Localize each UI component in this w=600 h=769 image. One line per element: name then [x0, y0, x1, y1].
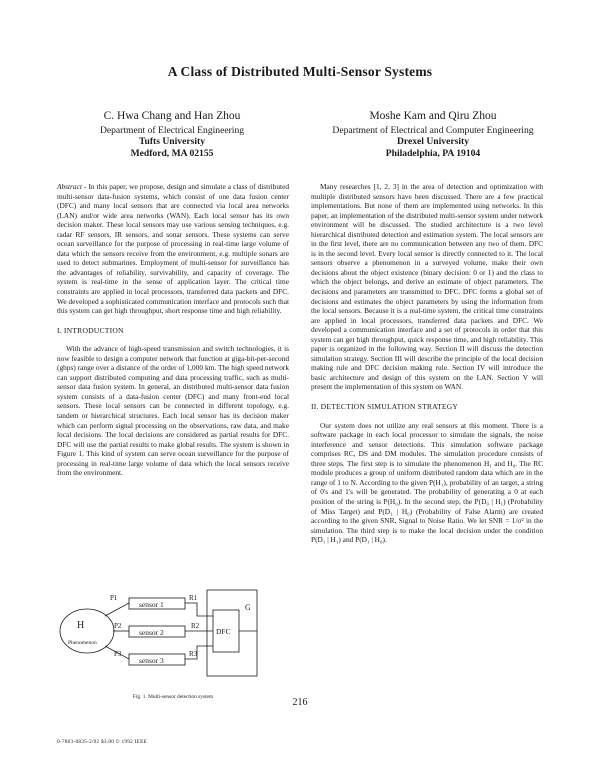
- g-label: G: [245, 603, 251, 612]
- phenomenon-label: Phenomenon: [68, 640, 97, 646]
- abstract: [57, 182, 289, 316]
- left-column: [57, 182, 289, 478]
- p1-label: P1: [110, 594, 118, 602]
- abstract-label: Abstract: [57, 182, 82, 191]
- affiliation-city-left: Medford, MA 02155: [130, 147, 214, 159]
- r1-label: R1: [189, 594, 198, 602]
- affiliation-univ-left: Tufts University: [138, 136, 205, 147]
- paper-title: A Class of Distributed Multi-Sensor Systems: [167, 64, 433, 79]
- page-number: 216: [292, 697, 308, 708]
- dfc-label: DFC: [216, 627, 231, 636]
- p3-label: P3: [114, 650, 122, 658]
- sensor-2-label: sensor 2: [139, 628, 164, 637]
- affiliation-city-right: Philadelphia, PA 19104: [385, 147, 481, 159]
- detection-simulation-paragraph: Our system does not utilize any real sensors at this moment. There is a software package in each local processor to simulate the signals, the noise interference and sensor detections. This simulation software package comprises RC, DS and DM modules. The simulation procedure consists of three steps. The first step is to simulate the phenomenon H₁ and H₀. The RC module produces a group of uniform distributed random data which are in the range of 1 to N. According to the given P(H₁), probability of an target, a string of 0's and 1's will be generated. The probability of generating a 0 at each position of the string is P(H₀). In the second step, the P(D₀ | H₁) (Probability of Miss Target) and P(D₁ | H₀) (Probability of False Alarm) are created according to the given SNR, Signal to Noise Ratio. We let SNR = 1/σ² in the simulation. The third step is to make the local decision under the condition P(D₁ | H₁) and P(D₁ | H₀).: [311, 420, 543, 545]
- section-heading-introduction: I. INTRODUCTION: [57, 325, 124, 335]
- r3-label: R3: [189, 650, 198, 658]
- affiliation-dept-right: Department of Electrical and Computer Engineering: [332, 124, 534, 136]
- figure-1-diagram: [57, 588, 289, 708]
- sensor-1-label: sensor 1: [139, 600, 164, 609]
- sensor-3-label: sensor 3: [139, 656, 164, 665]
- copyright-footer: 0-7803-0835-2/92 $3.00 © 1992 IEEE: [57, 739, 148, 745]
- author-names-right: Moshe Kam and Qiru Zhou: [369, 110, 497, 122]
- section-heading-detection-simulation: II. DETECTION SIMULATION STRATEGY: [311, 402, 459, 412]
- figure-1-caption: Fig. 1. Multi-sensor detection system: [132, 694, 214, 700]
- right-column: [311, 182, 543, 545]
- author-names-left: C. Hwa Chang and Han Zhou: [103, 110, 241, 122]
- affiliation-dept-left: Department of Electrical Engineering: [99, 124, 245, 136]
- abstract-text: - In this paper, we propose, design and simulate a class of distributed multi-sensor data-fusion systems, which consist of one data fusion center (DFC) and many local sensors that are connected via local area networks (LAN) and/or wide area networks (WAN). Each local sensor has its own decision maker. These local sensors may use various sensing techniques, e.g. radar RF sensors, IR sensors, and sonar sensors. These systems can serve ocean surveillance for the purpose of processing in real-time large volume of data which the sensors receive from the environment, e.g. multiple sonars are used to detect submarines. Employment of multi-sensor for surveillance has the advantages of reliability, survivability, and capacity of coverage. The system is real-time in the sense of application layer. The critical time constraints are applied in local processors, transferred data packets and DFC. We developed a sophisticated communication interface and protocols such that this system can get high throughput, short response time and high reliability.: [57, 182, 289, 316]
- intro-continued-paragraph: Many researches [1, 2, 3] in the area of detection and optimization with multiple distributed sensors have been discussed. There are a few practical implementations. But none of them are implemented using networks. In this paper, an implementation of the distributed multi-sensor system under network environment will be discussed. The studied architecture is a two level hierarchical distributed detection and estimation system. The local sensors are in the first level, there are no communication between any two of them. DFC is in the second level. Every local sensor is directly connected to it. The local sensors observe a phenomenon in a surveyed volume, make their own decisions about the object existence (binary decision: 0 or 1) and the class to which the object belongs, and derive an estimate of object parameters. The decisions and parameters are transmitted to DFC. DFC forms a global set of decisions and estimates the object parameters by using the information from the local sensors. Because it is a real-time system, the critical time constraints are applied in local processors, transferred data packets and DFC. We developed a communication interface and a set of protocols in order that this system can get high throughput, quick response time, and high reliability. This paper is organized in the following way. Section II will discuss the detection simulation strategy. Section III will describe the principle of the local decision making rule and DFC decision making rule. Section IV will introduce the basic architecture and design of this system on the LAN. Section V will present the implementation of this system on WAN.: [311, 182, 543, 392]
- r2-label: R2: [191, 622, 200, 630]
- affiliation-univ-right: Drexel University: [396, 136, 470, 147]
- authors-left: [72, 111, 272, 159]
- introduction-paragraph: With the advance of high-speed transmission and switch technologies, it is now feasible to design a computer network that function at giga-bit-per-second (gbps) range over a distance of the order of 1,000 km. The high speed network can support distributed computing and data processing traffic, such as multi-sensor data fusion system. In general, an distributed multi-sensor data fusion system consists of a data-fusion center (DFC) and many front-end local sensors. These local sensors can be connected in different topology, e.g. tandem or hierarchical structures. Each local sensor has its decision maker which can perform signal processing on the observations, raw data, and make local decisions. The local decisions are considered as partial results for DFC. DFC will use the partial results to make global results. The system is shown in Figure 1. This kind of system can serve ocean surveillance for the purpose of processing in real-time large volume of data which the local sensors receive from the environment.: [57, 344, 289, 478]
- authors-right: [318, 111, 548, 159]
- p2-label: P2: [114, 622, 122, 630]
- phenomenon-h-label: H: [77, 620, 85, 631]
